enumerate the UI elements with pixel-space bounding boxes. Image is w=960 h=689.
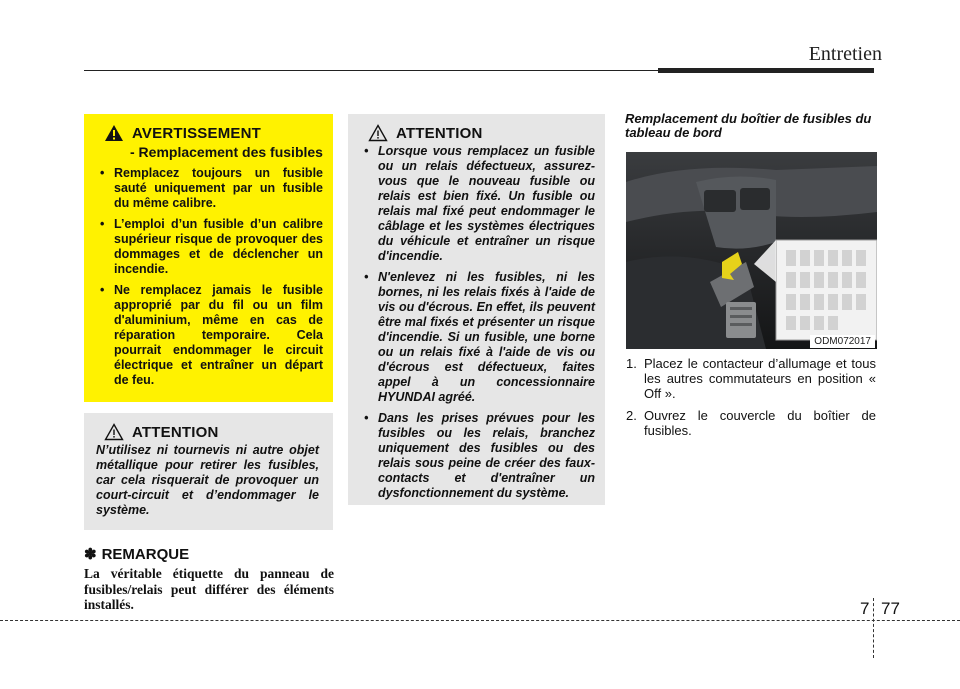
- page-number: 77: [881, 599, 900, 618]
- step-number: 1.: [626, 356, 637, 371]
- header-accent-bar: [658, 68, 874, 73]
- page-header-title: Entretien: [808, 43, 882, 65]
- remark-symbol: ✽: [84, 546, 97, 563]
- footer-page-separator: [873, 598, 874, 658]
- list-item: • Dans les prises prévues pour les fusibles ou les relais, branchez uniquement des fusibles ou des relais sous peine de créer des faux-contacts et d'entraîner un dysfonctionnement du système.: [360, 411, 595, 501]
- section-title: Remplacement du boîtier de fusibles du tableau de bord: [625, 111, 872, 140]
- list-item: [626, 408, 876, 438]
- warning-box: [84, 114, 333, 402]
- image-caption: ODM072017: [810, 335, 875, 348]
- list-item: • Ne remplacez jamais le fusible approprié par du fil ou un film d'aluminium, même en cas de réparation temporaire. Cela pourrait endommager le circuit électrique et entraîner un départ de feu.: [96, 283, 323, 388]
- fuse-panel-illustration: [626, 152, 877, 349]
- attention-box-tools: [84, 413, 333, 530]
- remark-text: La véritable étiquette du panneau de fusibles/relais peut différer des éléments installés.: [84, 566, 334, 612]
- list-item: [626, 356, 876, 401]
- attention-box-header: [96, 423, 323, 441]
- list-item: • Remplacez toujours un fusible sauté uniquement par un fusible du même calibre.: [96, 166, 323, 211]
- list-item: • N'enlevez ni les fusibles, ni les bornes, ni les relais fixés à l'aide de vis ou d'écrous. En effet, ils peuvent être mal fixés et présenter un risque d'incendie. Si un fusible, une borne ou un relais fixé à l'aide de vis ou d'écrous est défectueux, faites appel à un concessionnaire HYUNDAI agréé.: [360, 270, 595, 405]
- fuse-box-photo: [626, 152, 877, 349]
- attention-list: [360, 144, 595, 501]
- attention-box-text: N’utilisez ni tournevis ni autre objet métallique pour retirer les fusibles, car cela risquerait de provoquer un court-circuit et d’endommager le système.: [96, 443, 319, 517]
- attention-box-title: ATTENTION: [132, 423, 219, 441]
- remark-title: REMARQUE: [101, 545, 190, 563]
- caution-triangle-icon: [104, 423, 124, 441]
- warning-list: [96, 166, 323, 388]
- step-number: 2.: [626, 408, 637, 423]
- step-text: Ouvrez le couvercle du boîtier de fusibles.: [644, 408, 876, 438]
- caution-triangle-icon: [368, 124, 388, 142]
- warning-box-subtitle: - Remplacement des fusibles: [130, 144, 323, 160]
- remark-heading: [84, 545, 189, 563]
- steps-list: [626, 356, 876, 445]
- list-item: • Lorsque vous remplacez un fusible ou un relais défectueux, assurez-vous que le nouveau fusible ou relais est bien fixé. Un fusible ou relais mal fixé peut endommager le câblage et les systèmes électriques du véhicule et entraîner un risque d'incendie.: [360, 144, 595, 264]
- step-text: Placez le contacteur d’allumage et tous les autres commutateurs en position « Off ».: [644, 356, 876, 401]
- footer-divider: [0, 620, 960, 621]
- warning-box-header: [96, 124, 323, 142]
- attention-box-header: [360, 124, 595, 142]
- warning-triangle-icon: [104, 124, 124, 142]
- list-item: • L’emploi d’un fusible d’un calibre supérieur risque de provoquer des dommages et de déclencher un incendie.: [96, 217, 323, 277]
- chapter-number: 7: [860, 599, 870, 618]
- attention-box-fuses: [348, 114, 605, 505]
- warning-box-title: AVERTISSEMENT: [132, 124, 262, 142]
- attention-box-title: ATTENTION: [396, 124, 483, 142]
